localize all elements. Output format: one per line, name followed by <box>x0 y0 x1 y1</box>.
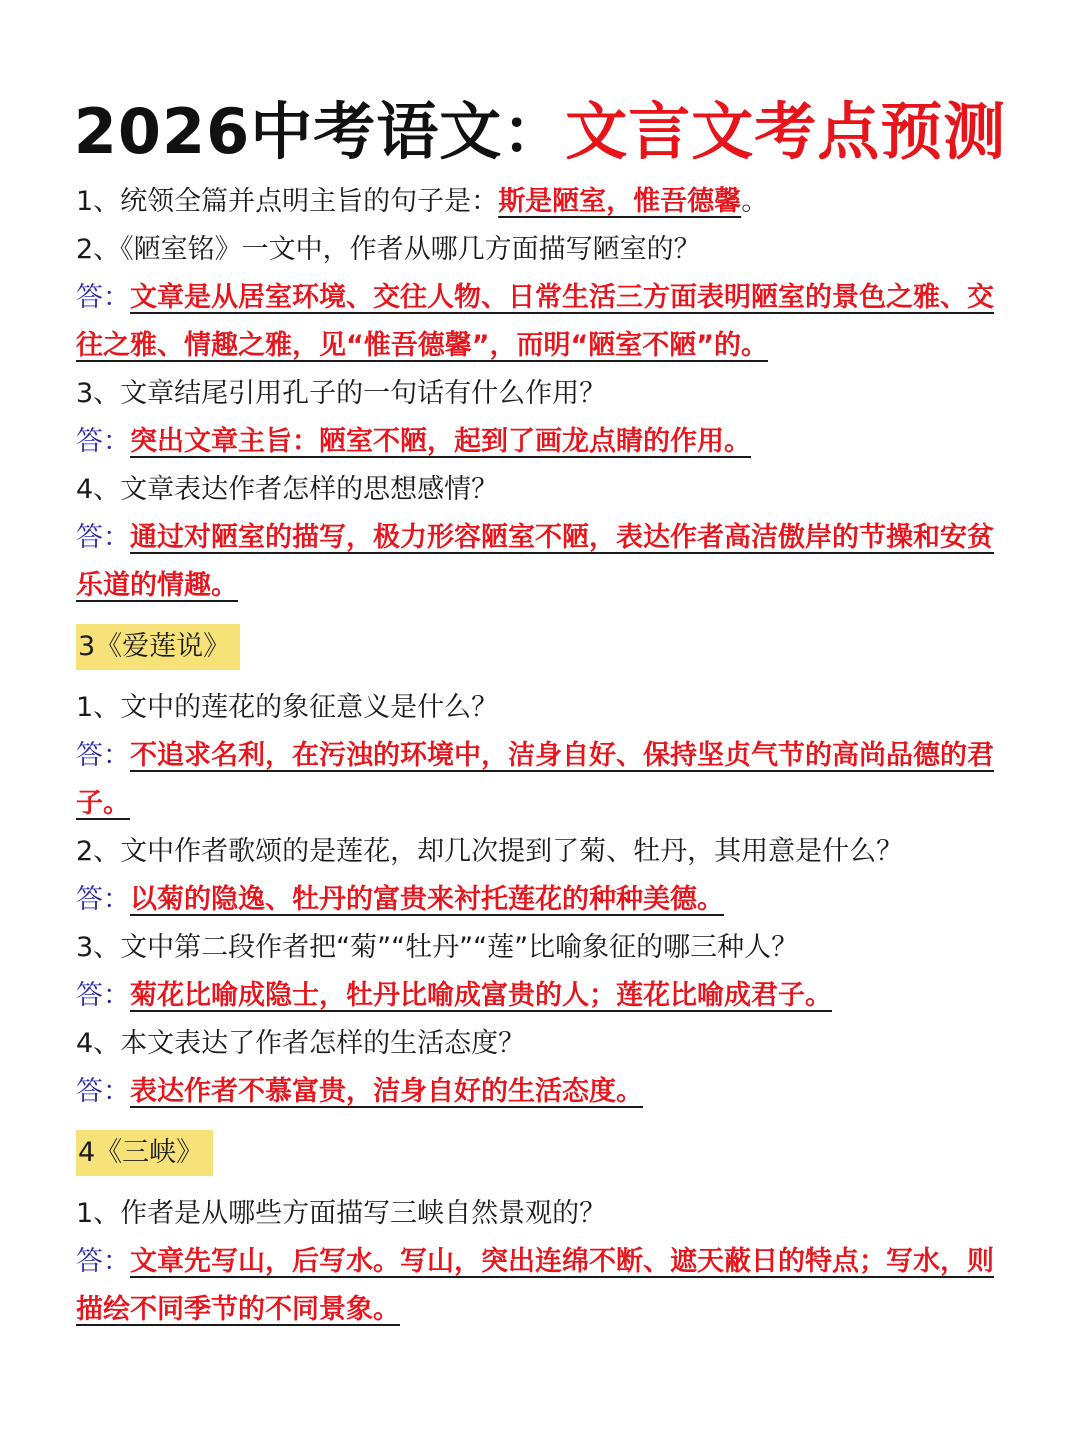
answer-text: 表达作者不慕富贵，洁身自好的生活态度。 <box>130 1076 643 1107</box>
answer-label: 答： <box>76 426 130 457</box>
answer-1 <box>76 732 1006 828</box>
answer-3 <box>76 418 1006 466</box>
answer-label: 答： <box>76 522 130 553</box>
question-3: 3、文章结尾引用孔子的一句话有什么作用？ <box>76 378 607 409</box>
answer-4 <box>76 514 1006 610</box>
answer-inline: 斯是陋室，惟吾德馨 <box>498 186 742 217</box>
title-prefix: 2026中考语文： <box>73 95 566 168</box>
question-1 <box>76 178 1006 226</box>
answer-label: 答： <box>76 740 130 771</box>
answer-text: 不追求名利，在污浊的环境中，洁身自好、保持坚贞气节的高尚品德的君子。 <box>76 740 994 819</box>
answer-3 <box>76 972 1006 1020</box>
question-2: 2、《陋室铭》一文中，作者从哪几方面描写陋室的？ <box>76 234 701 265</box>
answer-4 <box>76 1068 1006 1116</box>
answer-text: 文章是从居室环境、交往人物、日常生活三方面表明陋室的景色之雅、交往之雅、情趣之雅，见“惟吾德馨”，而明“陋室不陋”的。 <box>76 282 994 361</box>
answer-label: 答： <box>76 884 130 915</box>
answer-label: 答： <box>76 282 130 313</box>
question-3: 3、文中第二段作者把“菊”“牡丹”“莲”比喻象征的哪三种人？ <box>76 932 799 963</box>
answer-2 <box>76 274 1006 370</box>
content <box>76 178 1006 1334</box>
answer-text: 菊花比喻成隐士，牡丹比喻成富贵的人；莲花比喻成君子。 <box>130 980 832 1011</box>
section-tag-ailianshuo: 3《爱莲说》 <box>76 624 240 670</box>
question-2: 2、文中作者歌颂的是莲花，却几次提到了菊、牡丹，其用意是什么？ <box>76 836 904 867</box>
answer-label: 答： <box>76 980 130 1011</box>
question-4: 4、文章表达作者怎样的思想感情？ <box>76 474 499 505</box>
page-title <box>0 92 1080 172</box>
answer-label: 答： <box>76 1076 130 1107</box>
answer-text: 突出文章主旨：陋室不陋，起到了画龙点睛的作用。 <box>130 426 751 457</box>
question-text: 1、统领全篇并点明主旨的句子是： <box>76 186 499 217</box>
question-1: 1、作者是从哪些方面描写三峡自然景观的？ <box>76 1198 607 1229</box>
answer-label: 答： <box>76 1246 130 1277</box>
question-end: 。 <box>741 186 769 217</box>
section-tag-sanxia: 4《三峡》 <box>76 1130 213 1176</box>
answer-text: 通过对陋室的描写，极力形容陋室不陋，表达作者高洁傲岸的节操和安贫乐道的情趣。 <box>76 522 994 601</box>
question-4: 4、本文表达了作者怎样的生活态度？ <box>76 1028 526 1059</box>
title-highlight: 文言文考点预测 <box>565 95 1007 168</box>
answer-1 <box>76 1238 1006 1334</box>
answer-text: 文章先写山，后写水。写山，突出连绵不断、遮天蔽日的特点；写水，则描绘不同季节的不同景象。 <box>76 1246 994 1325</box>
answer-2 <box>76 876 1006 924</box>
answer-text: 以菊的隐逸、牡丹的富贵来衬托莲花的种种美德。 <box>130 884 724 915</box>
question-1: 1、文中的莲花的象征意义是什么？ <box>76 692 499 723</box>
